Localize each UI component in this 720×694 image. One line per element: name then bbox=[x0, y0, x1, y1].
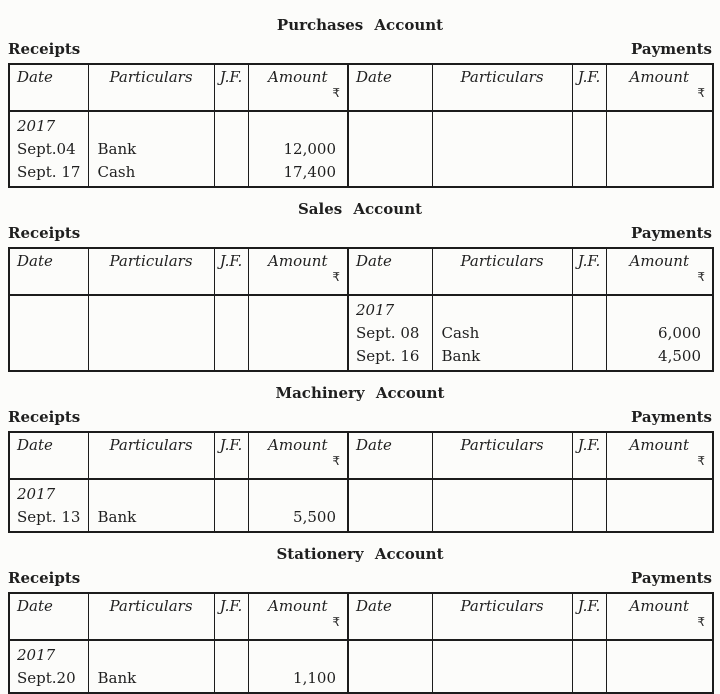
debit-date-cell bbox=[9, 479, 88, 532]
rupee-symbol: ₹ bbox=[697, 86, 705, 100]
payments-label: Payments bbox=[630, 40, 712, 58]
entries-row bbox=[9, 111, 713, 187]
amount-label: Amount bbox=[629, 68, 689, 86]
date-column-header: Date bbox=[348, 593, 432, 640]
credit-particulars-cell bbox=[432, 295, 572, 371]
particulars-column-header: Particulars bbox=[432, 248, 572, 295]
year: 2017 bbox=[17, 117, 56, 135]
entry-particulars: Cash bbox=[97, 163, 136, 181]
header-row bbox=[9, 432, 713, 479]
receipts-label: Receipts bbox=[8, 40, 81, 58]
entry-amount bbox=[249, 644, 348, 667]
credit-amount-cell bbox=[606, 640, 713, 693]
amount-column-header bbox=[606, 593, 713, 640]
entry-date: Sept. 16 bbox=[356, 347, 420, 365]
rupee-symbol: ₹ bbox=[697, 615, 705, 629]
date-column-header: Date bbox=[9, 248, 88, 295]
machinery-account-section bbox=[8, 384, 712, 533]
debit-amount-cell bbox=[248, 640, 348, 693]
credit-date-cell bbox=[348, 295, 432, 371]
debit-particulars-cell bbox=[88, 479, 214, 532]
particulars-column-header: Particulars bbox=[88, 64, 214, 111]
debit-particulars-cell bbox=[88, 640, 214, 693]
jf-column-header: J.F. bbox=[572, 432, 606, 479]
amount-label: Amount bbox=[629, 252, 689, 270]
debit-amount-cell bbox=[248, 295, 348, 371]
account-title: Purchases Account bbox=[276, 16, 444, 34]
entry-particulars: Cash bbox=[441, 324, 480, 342]
amount-label: Amount bbox=[268, 436, 328, 454]
particulars-column-header: Particulars bbox=[88, 432, 214, 479]
debit-date-cell bbox=[9, 640, 88, 693]
purchases-account-section bbox=[8, 16, 712, 188]
entry-amount: 5,500 bbox=[293, 508, 336, 526]
header-row bbox=[9, 64, 713, 111]
credit-amount-cell bbox=[606, 295, 713, 371]
amount-column-header bbox=[606, 64, 713, 111]
receipts-label: Receipts bbox=[8, 224, 81, 242]
debit-date-cell bbox=[9, 111, 88, 187]
entry-amount: 17,400 bbox=[283, 163, 336, 181]
amount-label: Amount bbox=[629, 436, 689, 454]
entry-particulars: Bank bbox=[441, 347, 481, 365]
ledger-table bbox=[8, 63, 714, 188]
particulars-column-header: Particulars bbox=[432, 593, 572, 640]
account-title: Sales Account bbox=[297, 200, 423, 218]
account-title: Stationery Account bbox=[276, 545, 444, 563]
amount-label: Amount bbox=[268, 252, 328, 270]
credit-particulars-cell bbox=[432, 640, 572, 693]
date-column-header: Date bbox=[348, 248, 432, 295]
jf-column-header: J.F. bbox=[214, 64, 248, 111]
debit-amount-cell bbox=[248, 111, 348, 187]
amount-column-header bbox=[248, 64, 348, 111]
credit-amount-cell bbox=[606, 111, 713, 187]
date-column-header: Date bbox=[9, 593, 88, 640]
entry-particulars bbox=[89, 115, 214, 138]
debit-jf-cell bbox=[214, 640, 248, 693]
entry-particulars bbox=[89, 644, 214, 667]
jf-column-header: J.F. bbox=[214, 248, 248, 295]
entry-particulars bbox=[433, 299, 572, 322]
particulars-column-header: Particulars bbox=[432, 432, 572, 479]
entry-date: Sept.04 bbox=[17, 140, 76, 158]
credit-particulars-cell bbox=[432, 479, 572, 532]
debit-date-cell bbox=[9, 295, 88, 371]
ledger-table bbox=[8, 247, 714, 372]
ledger-table bbox=[8, 431, 714, 533]
year: 2017 bbox=[17, 646, 56, 664]
particulars-column-header: Particulars bbox=[432, 64, 572, 111]
stationery-account-section bbox=[8, 545, 712, 694]
receipts-label: Receipts bbox=[8, 408, 81, 426]
jf-column-header: J.F. bbox=[572, 248, 606, 295]
amount-label: Amount bbox=[629, 597, 689, 615]
amount-label: Amount bbox=[268, 68, 328, 86]
particulars-column-header: Particulars bbox=[88, 248, 214, 295]
year: 2017 bbox=[17, 485, 56, 503]
entry-date: Sept. 08 bbox=[356, 324, 420, 342]
entry-amount: 1,100 bbox=[293, 669, 336, 687]
amount-column-header bbox=[248, 432, 348, 479]
entry-amount: 6,000 bbox=[658, 324, 701, 342]
credit-jf-cell bbox=[572, 479, 606, 532]
entry-amount bbox=[249, 483, 348, 506]
entry-date: Sept. 17 bbox=[17, 163, 81, 181]
rupee-symbol: ₹ bbox=[332, 270, 340, 284]
date-column-header: Date bbox=[348, 432, 432, 479]
side-labels bbox=[8, 408, 712, 427]
entry-date: Sept. 13 bbox=[17, 508, 81, 526]
receipts-label: Receipts bbox=[8, 569, 81, 587]
entry-particulars: Bank bbox=[97, 508, 137, 526]
entry-amount: 12,000 bbox=[283, 140, 336, 158]
date-column-header: Date bbox=[348, 64, 432, 111]
debit-particulars-cell bbox=[88, 295, 214, 371]
jf-column-header: J.F. bbox=[214, 593, 248, 640]
amount-column-header bbox=[606, 248, 713, 295]
entry-particulars bbox=[89, 483, 214, 506]
amount-column-header bbox=[248, 593, 348, 640]
entry-particulars: Bank bbox=[97, 140, 137, 158]
rupee-symbol: ₹ bbox=[697, 270, 705, 284]
debit-jf-cell bbox=[214, 479, 248, 532]
rupee-symbol: ₹ bbox=[332, 86, 340, 100]
account-title: Machinery Account bbox=[275, 384, 445, 402]
date-column-header: Date bbox=[9, 432, 88, 479]
amount-column-header bbox=[606, 432, 713, 479]
entry-amount bbox=[249, 115, 348, 138]
credit-date-cell bbox=[348, 479, 432, 532]
payments-label: Payments bbox=[630, 224, 712, 242]
entry-amount: 4,500 bbox=[658, 347, 701, 365]
entry-date: Sept.20 bbox=[17, 669, 76, 687]
jf-column-header: J.F. bbox=[214, 432, 248, 479]
amount-label: Amount bbox=[268, 597, 328, 615]
payments-label: Payments bbox=[630, 408, 712, 426]
side-labels bbox=[8, 569, 712, 588]
date-column-header: Date bbox=[9, 64, 88, 111]
amount-column-header bbox=[248, 248, 348, 295]
debit-jf-cell bbox=[214, 295, 248, 371]
credit-particulars-cell bbox=[432, 111, 572, 187]
credit-jf-cell bbox=[572, 295, 606, 371]
particulars-column-header: Particulars bbox=[88, 593, 214, 640]
entry-amount bbox=[607, 299, 713, 322]
entries-row bbox=[9, 479, 713, 532]
credit-date-cell bbox=[348, 111, 432, 187]
year: 2017 bbox=[356, 301, 395, 319]
side-labels bbox=[8, 40, 712, 59]
entry-particulars: Bank bbox=[97, 669, 137, 687]
credit-jf-cell bbox=[572, 640, 606, 693]
debit-jf-cell bbox=[214, 111, 248, 187]
credit-date-cell bbox=[348, 640, 432, 693]
entries-row bbox=[9, 295, 713, 371]
debit-particulars-cell bbox=[88, 111, 214, 187]
debit-amount-cell bbox=[248, 479, 348, 532]
jf-column-header: J.F. bbox=[572, 64, 606, 111]
side-labels bbox=[8, 224, 712, 243]
ledger-table bbox=[8, 592, 714, 694]
rupee-symbol: ₹ bbox=[332, 615, 340, 629]
sales-account-section bbox=[8, 200, 712, 372]
header-row bbox=[9, 593, 713, 640]
rupee-symbol: ₹ bbox=[697, 454, 705, 468]
credit-amount-cell bbox=[606, 479, 713, 532]
jf-column-header: J.F. bbox=[572, 593, 606, 640]
payments-label: Payments bbox=[630, 569, 712, 587]
header-row bbox=[9, 248, 713, 295]
credit-jf-cell bbox=[572, 111, 606, 187]
rupee-symbol: ₹ bbox=[332, 454, 340, 468]
entries-row bbox=[9, 640, 713, 693]
